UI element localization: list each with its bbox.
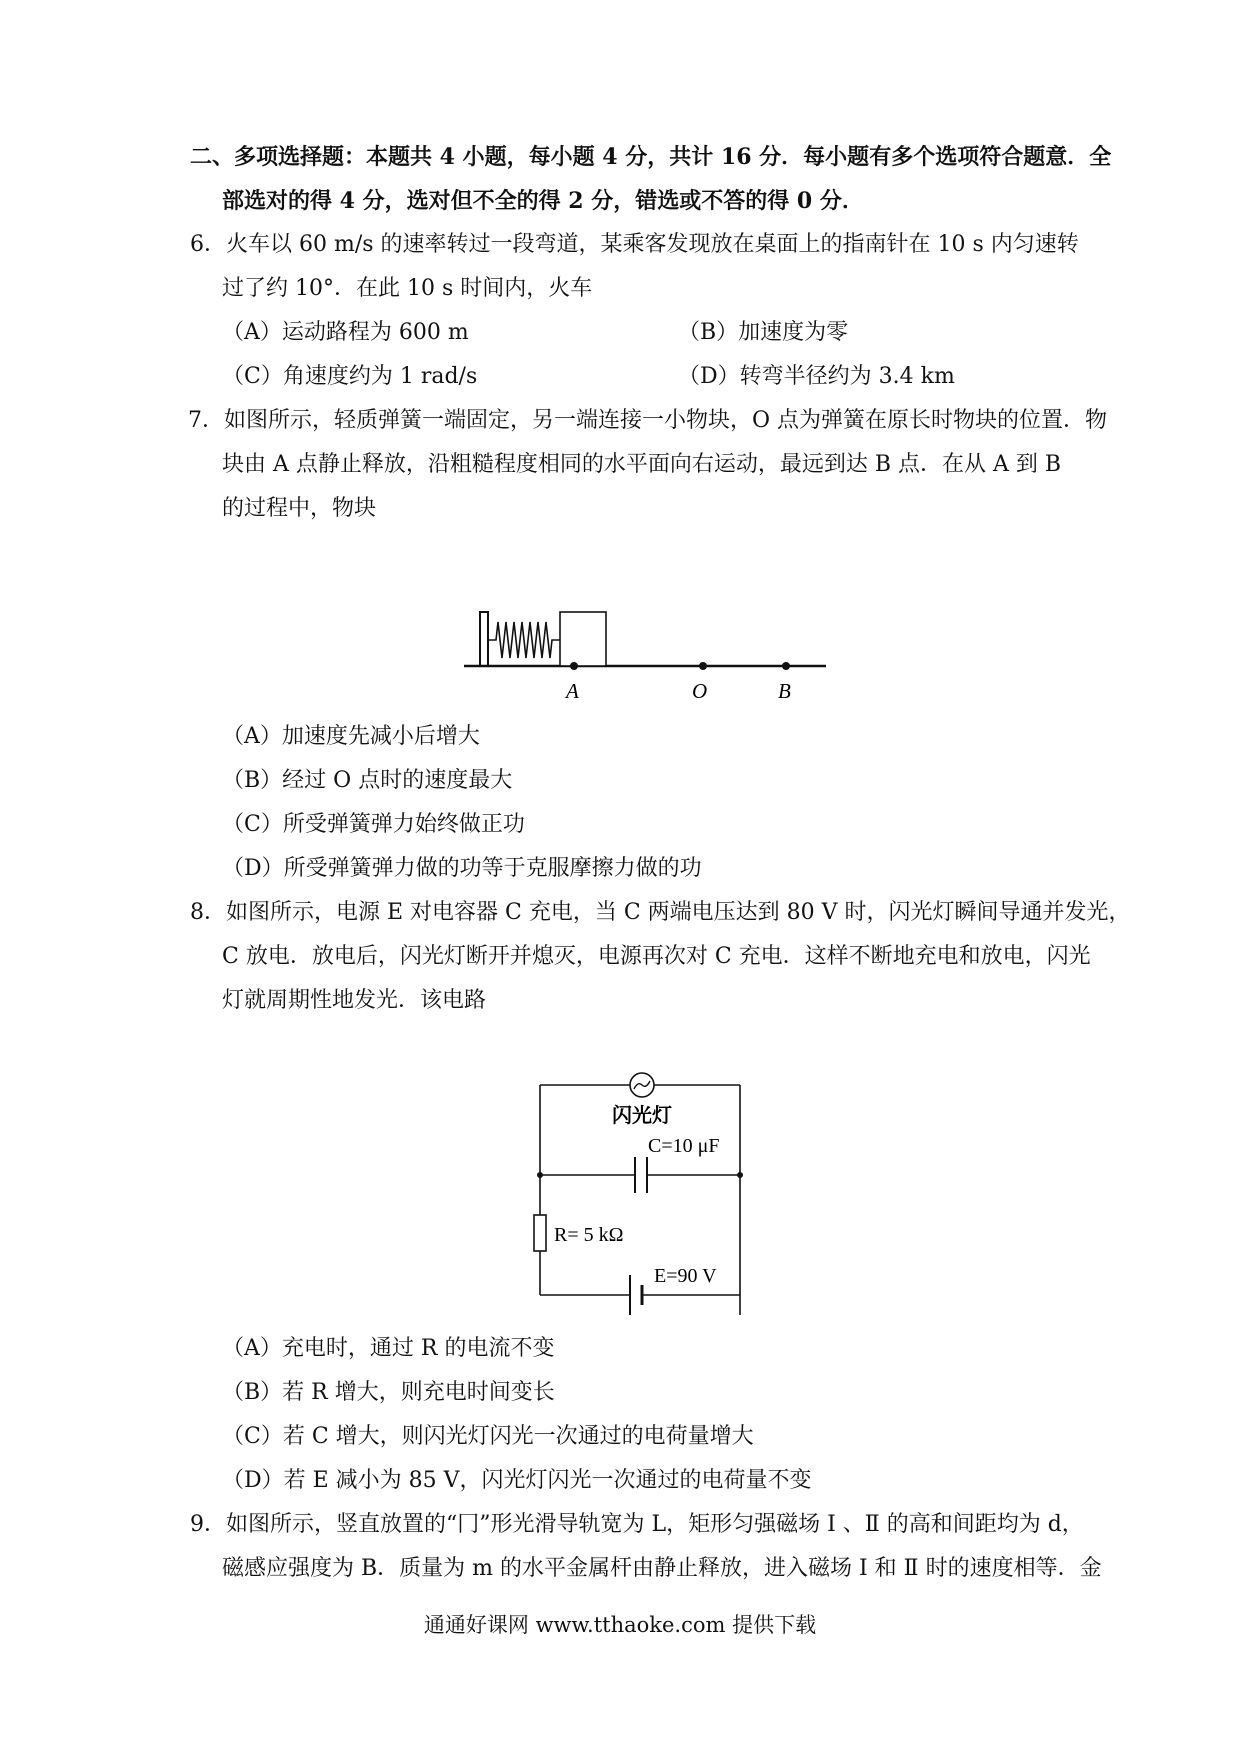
label-a: A — [566, 679, 579, 703]
q7-option-c: （C）所受弹簧弹力始终做正功 — [222, 812, 525, 837]
q7-option-a: （A）加速度先减小后增大 — [222, 724, 480, 749]
q7-option-d: （D）所受弹簧弹力做的功等于克服摩擦力做的功 — [222, 856, 702, 881]
q8-stem-line3: 灯就周期性地发光．该电路 — [222, 988, 487, 1013]
q8-option-b: （B）若 R 增大，则充电时间变长 — [222, 1380, 555, 1405]
q9-stem-line2: 磁感应强度为 B．质量为 m 的水平金属杆由静止释放，进入磁场 Ⅰ 和 Ⅱ 时的速度相等．金 — [222, 1556, 1102, 1581]
q7-option-b: （B）经过 O 点时的速度最大 — [222, 768, 513, 793]
label-b: B — [778, 679, 791, 703]
page-footer: 通通好课网 www.tthaoke.com 提供下载 — [423, 1613, 817, 1637]
resistor-symbol — [534, 1215, 546, 1251]
q6-option-d: （D）转弯半径约为 3.4 km — [678, 364, 955, 389]
point-a-marker — [570, 662, 578, 670]
q7-stem-line1: 7．如图所示，轻质弹簧一端固定，另一端连接一小物块，O 点为弹簧在原长时物块的位置．物 — [188, 408, 1108, 433]
q6-option-c: （C）角速度约为 1 rad/s — [222, 364, 478, 389]
section-heading-line1: 二、多项选择题：本题共 4 小题，每小题 4 分，共计 16 分．每小题有多个选项符合题意．全 — [190, 144, 1112, 170]
spring — [488, 622, 560, 658]
section-heading-line2: 部选对的得 4 分，选对但不全的得 2 分，错选或不答的得 0 分． — [222, 188, 864, 214]
label-o: O — [692, 679, 708, 703]
q6-option-a: （A）运动路程为 600 m — [222, 320, 469, 345]
block — [560, 612, 606, 666]
q8-option-d: （D）若 E 减小为 85 V，闪光灯闪光一次通过的电荷量不变 — [222, 1468, 812, 1493]
q6-stem-line1: 6．火车以 60 m/s 的速率转过一段弯道，某乘客发现放在桌面上的指南针在 10 s 内匀速转 — [190, 232, 1079, 257]
q9-stem-line1: 9．如图所示，竖直放置的“冂”形光滑导轨宽为 L，矩形匀强磁场 Ⅰ 、Ⅱ 的高和间距均为 d， — [190, 1512, 1084, 1537]
q8-option-a: （A）充电时，通过 R 的电流不变 — [222, 1336, 555, 1361]
point-b-marker — [782, 662, 790, 670]
q8-stem-line1: 8．如图所示，电源 E 对电容器 C 充电，当 C 两端电压达到 80 V 时，闪光灯瞬间导通并发光， — [190, 900, 1131, 925]
q8-stem-line2: C 放电．放电后，闪光灯断开并熄灭，电源再次对 C 充电．这样不断地充电和放电，闪光 — [222, 944, 1091, 969]
wall — [480, 612, 488, 666]
q6-option-b: （B）加速度为零 — [678, 320, 849, 345]
capacitor-label: C=10 μF — [648, 1135, 720, 1157]
spring-block-diagram — [460, 600, 840, 710]
lamp-label: 闪光灯 — [612, 1105, 672, 1127]
battery-label: E=90 V — [654, 1265, 717, 1287]
q7-stem-line2: 块由 A 点静止释放，沿粗糙程度相同的水平面向右运动，最远到达 B 点．在从 A 到 B — [222, 452, 1062, 477]
resistor-label: R= 5 kΩ — [554, 1224, 624, 1246]
q7-stem-line3: 的过程中，物块 — [222, 496, 377, 521]
point-o-marker — [699, 662, 707, 670]
flash-circuit-diagram — [530, 1055, 760, 1315]
q8-option-c: （C）若 C 增大，则闪光灯闪光一次通过的电荷量增大 — [222, 1424, 754, 1449]
q6-stem-line2: 过了约 10°．在此 10 s 时间内，火车 — [222, 276, 593, 301]
